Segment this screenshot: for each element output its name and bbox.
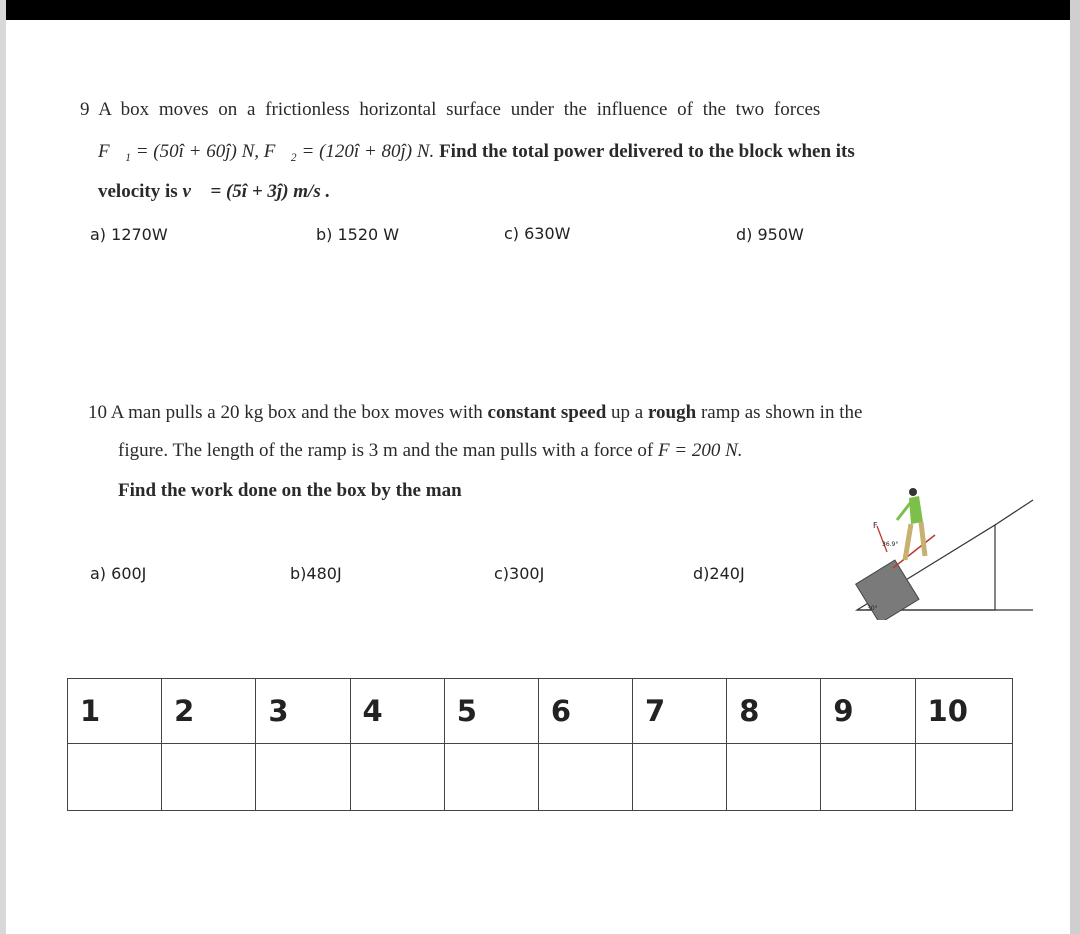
q10-text-a: A man pulls a 20 kg box and the box moves with — [110, 402, 483, 423]
answer-header-4: 4 — [350, 679, 444, 744]
answer-header-10: 10 — [915, 679, 1012, 744]
answer-cell-4[interactable] — [350, 744, 444, 811]
q10-option-a[interactable]: a) 600J — [90, 564, 147, 583]
q9-force-1: F⃗₁ = (50î + 60ĵ) N, — [98, 141, 260, 162]
answer-table — [67, 678, 1013, 811]
q9-option-c[interactable]: c) 630W — [504, 224, 571, 243]
answer-table-header-row — [68, 679, 1013, 744]
q10-option-d[interactable]: d)240J — [693, 564, 745, 583]
answer-cell-1[interactable] — [68, 744, 162, 811]
q10-number: 10 — [88, 402, 107, 423]
q10-option-c[interactable]: c)300J — [494, 564, 545, 583]
q10-text-d: figure. The length of the ramp is 3 m and the man pulls with a force of — [118, 440, 654, 461]
force-label: F — [873, 521, 878, 530]
ramp-top — [995, 500, 1033, 525]
answer-cell-9[interactable] — [821, 744, 915, 811]
q9-velocity: v⃗ = (5î + 3ĵ) m/s . — [182, 181, 331, 202]
q9-line-2 — [98, 141, 855, 163]
q10-line-3: Find the work done on the box by the man — [118, 480, 462, 501]
rope — [893, 535, 935, 568]
angle-top-label: 36.9° — [882, 541, 899, 548]
q10-force: F = 200 N. — [657, 440, 743, 461]
q10-line-1 — [88, 402, 862, 424]
q9-number: 9 — [80, 99, 90, 120]
q9-force-2: F⃗₂ = (120î + 80ĵ) N. — [263, 141, 435, 162]
q9-line-3 — [98, 181, 330, 203]
answer-header-1: 1 — [68, 679, 162, 744]
answer-cell-8[interactable] — [727, 744, 821, 811]
q10-text-c: ramp as shown in the — [700, 402, 863, 423]
answer-header-9: 9 — [821, 679, 915, 744]
answer-header-5: 5 — [444, 679, 538, 744]
q10-line-2 — [118, 440, 743, 462]
force-arrow — [877, 526, 887, 552]
answer-cell-3[interactable] — [256, 744, 350, 811]
angle-bottom-label: 30° — [867, 605, 878, 612]
q9-statement: A box moves on a frictionless horizontal surface under the influence of the two forces — [98, 99, 821, 120]
ramp-figure — [835, 480, 1035, 620]
answer-header-6: 6 — [538, 679, 632, 744]
answer-header-2: 2 — [162, 679, 256, 744]
answer-header-7: 7 — [633, 679, 727, 744]
right-edge — [1070, 0, 1080, 934]
q9-option-b[interactable]: b) 1520 W — [316, 225, 400, 244]
q9-velocity-label: velocity is — [98, 181, 178, 202]
man-figure — [897, 488, 925, 560]
answer-header-8: 8 — [727, 679, 821, 744]
q9-line-1 — [80, 99, 820, 121]
answer-cell-2[interactable] — [162, 744, 256, 811]
q9-question: Find the total power delivered to the block when its — [439, 141, 855, 162]
answer-cell-10[interactable] — [915, 744, 1012, 811]
answer-cell-5[interactable] — [444, 744, 538, 811]
q9-option-d[interactable]: d) 950W — [736, 225, 804, 244]
answer-cell-6[interactable] — [538, 744, 632, 811]
q10-constant-speed: constant speed — [487, 402, 607, 423]
box — [856, 560, 919, 620]
q10-rough: rough — [647, 402, 697, 423]
q10-option-b[interactable]: b)480J — [290, 564, 342, 583]
answer-table-answer-row — [68, 744, 1013, 811]
q10-text-b: up a — [611, 402, 644, 423]
answer-header-3: 3 — [256, 679, 350, 744]
left-edge — [0, 0, 6, 934]
top-bar — [0, 0, 1080, 20]
answer-cell-7[interactable] — [633, 744, 727, 811]
q9-option-a[interactable]: a) 1270W — [90, 225, 168, 244]
